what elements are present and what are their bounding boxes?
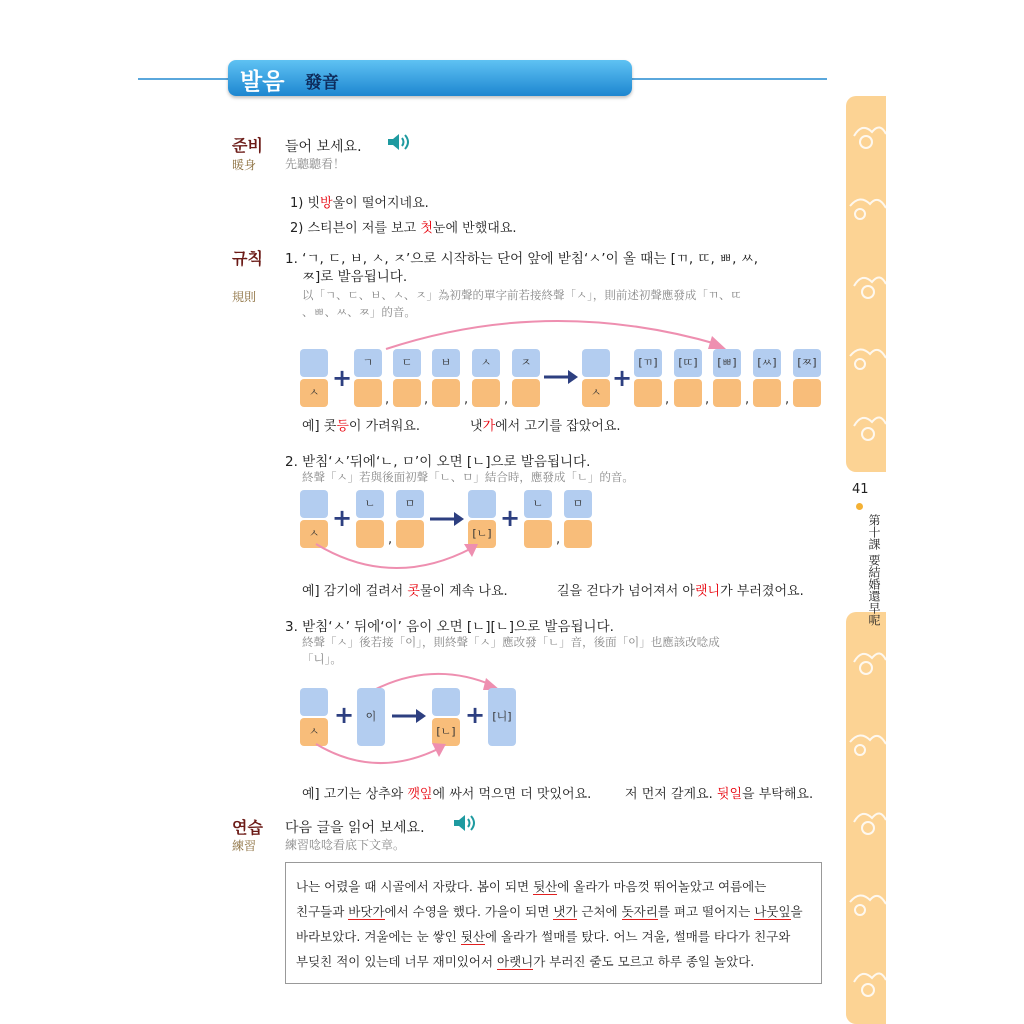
rule-2-coda-s: ㅅ <box>300 520 328 548</box>
comma: , <box>385 392 390 407</box>
rule-3-coda-s: ㅅ <box>300 718 328 746</box>
comma: , <box>665 392 670 407</box>
practice-line-1: 나는 어렸을 때 시골에서 자랐다. 봄이 되면 뒷산에 올라가 마음껏 뛰어놀았고 여름에는 <box>296 879 767 894</box>
practice-instruction-zh: 練習唸唸看底下文章。 <box>285 838 406 852</box>
rule-1-vowel-box <box>393 379 421 407</box>
rule-2-example-a: 예] 감기에 걸려서 콧물이 계속 나요. <box>302 584 508 599</box>
side-tab-top <box>846 96 886 472</box>
rule-1-initial-b: ㅂ <box>432 349 460 377</box>
header-title-chinese: 發音 <box>305 73 339 93</box>
rule-1-line-2: ㅉ]로 발음됩니다. <box>302 269 408 285</box>
rule-1-result-vowel-box <box>753 379 781 407</box>
rule-3-zh-2: 「니」。 <box>302 652 342 666</box>
plus-icon: + <box>500 504 521 532</box>
rule-1-result-ss: [ㅆ] <box>753 349 781 377</box>
rule-2-arc-arrow <box>312 540 482 580</box>
rule-1-result-dd: [ㄸ] <box>674 349 702 377</box>
cloud-pattern-icon <box>846 96 886 472</box>
practice-line-3: 바라보았다. 겨울에는 눈 쌓인 뒷산에 올라가 썰매를 탔다. 어느 겨울, 썰매를 타다가 친구와 <box>296 929 791 944</box>
page-number: 41 <box>852 482 869 497</box>
rule-2-line: 2. 받침‘ㅅ’뒤에‘ㄴ, ㅁ’이 오면 [ㄴ]으로 발음됩니다. <box>285 454 591 470</box>
rule-1-initial-d: ㄷ <box>393 349 421 377</box>
plus-icon: + <box>334 701 355 729</box>
rule-2-initial-n: ㄴ <box>356 490 384 518</box>
comma: , <box>556 532 561 547</box>
comma: , <box>705 392 710 407</box>
rule-2-result-initial-m: ㅁ <box>564 490 592 518</box>
right-arrow-icon <box>430 510 466 528</box>
rule-1-coda-top <box>300 349 328 377</box>
rule-1-result-vowel-box <box>793 379 821 407</box>
rule-1-example-b: 냇가에서 고기를 잡았어요. <box>470 419 621 434</box>
rule-1-result-coda-s: ㅅ <box>582 379 610 407</box>
comma: , <box>504 392 509 407</box>
rule-1-example-a: 예] 콧등이 가려워요. <box>302 419 420 434</box>
speaker-icon[interactable] <box>452 812 478 834</box>
rule-2-result-vowel-box <box>564 520 592 548</box>
rule-1-zh-2: 、ㅃ、ㅆ、ㅉ」的音。 <box>302 305 416 319</box>
comma: , <box>745 392 750 407</box>
page-dot-icon <box>856 503 863 510</box>
plus-icon: + <box>465 701 486 729</box>
rule-3-example-b: 저 먼저 갈게요. 뒷일을 부탁해요. <box>625 787 814 802</box>
rule-3-coda-top <box>300 688 328 716</box>
rule-2-example-b: 길을 걷다가 넘어져서 아랫니가 부러졌어요. <box>557 584 804 599</box>
practice-label: 연습 <box>232 818 263 837</box>
practice-instruction: 다음 글을 읽어 보세요. <box>285 820 425 836</box>
comma: , <box>464 392 469 407</box>
rule-3-arc-arrow-bottom <box>312 740 452 770</box>
right-arrow-icon <box>544 368 580 386</box>
practice-line-2: 친구들과 바닷가에서 수영을 했다. 가을이 되면 냇가 근처에 돗자리를 펴고 떨어지는 나뭇잎을 <box>296 904 803 919</box>
rule-1-result-vowel-box <box>674 379 702 407</box>
rule-1-result-gg: [ㄲ] <box>634 349 662 377</box>
rule-3-result-coda-n: [ㄴ] <box>432 718 460 746</box>
rule-3-example-a: 예] 고기는 상추와 깻잎에 싸서 먹으면 더 맛있어요. <box>302 787 592 802</box>
speaker-icon[interactable] <box>386 131 412 153</box>
rule-1-result-jj: [ㅉ] <box>793 349 821 377</box>
rule-1-vowel-box <box>354 379 382 407</box>
rule-1-result-coda-top <box>582 349 610 377</box>
rule-1-initial-g: ㄱ <box>354 349 382 377</box>
rule-1-result-bb: [ㅃ] <box>713 349 741 377</box>
comma: , <box>388 532 393 547</box>
rule-2-initial-m: ㅁ <box>396 490 424 518</box>
comma: , <box>785 392 790 407</box>
practice-line-4: 부딪친 적이 있는데 너무 재미있어서 아랫니가 부러진 줄도 모르고 하루 종일 놀았다. <box>296 954 755 969</box>
rule-2-coda-top <box>300 490 328 518</box>
comma: , <box>424 392 429 407</box>
rule-3-line: 3. 받침‘ㅅ’ 뒤에‘이’ 음이 오면 [ㄴ][ㄴ]으로 발음됩니다. <box>285 619 614 635</box>
prep-example-1: 1) 빗방울이 떨어지네요. <box>290 196 429 211</box>
rule-1-vowel-box <box>512 379 540 407</box>
rule-1-initial-j: ㅈ <box>512 349 540 377</box>
right-arrow-icon <box>392 707 428 725</box>
rule-1-initial-s: ㅅ <box>472 349 500 377</box>
rule-1-vowel-box <box>472 379 500 407</box>
header-rule-left <box>138 78 230 80</box>
practice-label-zh: 練習 <box>232 839 257 853</box>
rule-2-result-vowel-box <box>524 520 552 548</box>
lesson-title-vertical: 第十課 要結婚還早呢 <box>867 514 881 626</box>
prep-instruction: 들어 보세요. <box>285 139 362 155</box>
rule-1-zh-1: 以「ㄱ、ㄷ、ㅂ、ㅅ、ㅈ」為初聲的單字前若接終聲「ㅅ」，則前述初聲應發成「ㄲ、ㄸ <box>302 288 742 302</box>
plus-icon: + <box>332 504 353 532</box>
rules-label: 규칙 <box>232 249 263 268</box>
rule-3-zh-1: 終聲「ㅅ」後若接「이」，則終聲「ㅅ」應改發「ㄴ」音，後面「이」也應該改唸成 <box>302 635 720 649</box>
prep-example-2: 2) 스티븐이 저를 보고 첫눈에 반했대요. <box>290 221 517 236</box>
rule-1-coda-s: ㅅ <box>300 379 328 407</box>
rule-2-zh: 終聲「ㅅ」若與後面初聲「ㄴ、ㅁ」結合時，應發成「ㄴ」的音。 <box>302 470 634 484</box>
rule-1-arc-arrow <box>380 305 740 355</box>
rules-label-zh: 規則 <box>232 290 257 304</box>
rule-2-result-coda-top <box>468 490 496 518</box>
header-title-korean: 발음 <box>240 69 285 95</box>
header-rule-right <box>632 78 827 80</box>
prep-label: 준비 <box>232 136 263 155</box>
rule-3-result-coda-top <box>432 688 460 716</box>
rule-1-line-1: 1. ‘ㄱ, ㄷ, ㅂ, ㅅ, ㅈ’으로 시작하는 단어 앞에 받침‘ㅅ’이 올 때는 [ㄲ, ㄸ, ㅃ, ㅆ, <box>285 251 759 267</box>
rule-3-result-syllable-ni: [니] <box>488 688 516 746</box>
plus-icon: + <box>612 364 633 392</box>
rule-2-result-coda-n: [ㄴ] <box>468 520 496 548</box>
rule-1-result-vowel-box <box>713 379 741 407</box>
cloud-pattern-icon <box>846 612 886 1024</box>
rule-1-vowel-box <box>432 379 460 407</box>
prep-label-zh: 暖身 <box>232 158 257 172</box>
plus-icon: + <box>332 364 353 392</box>
rule-3-syllable-i: 이 <box>357 688 385 746</box>
rule-1-result-vowel-box <box>634 379 662 407</box>
prep-instruction-zh: 先聽聽看！ <box>285 157 346 171</box>
rule-2-result-initial-n: ㄴ <box>524 490 552 518</box>
side-tab-bottom <box>846 612 886 1024</box>
header-banner <box>228 60 632 96</box>
